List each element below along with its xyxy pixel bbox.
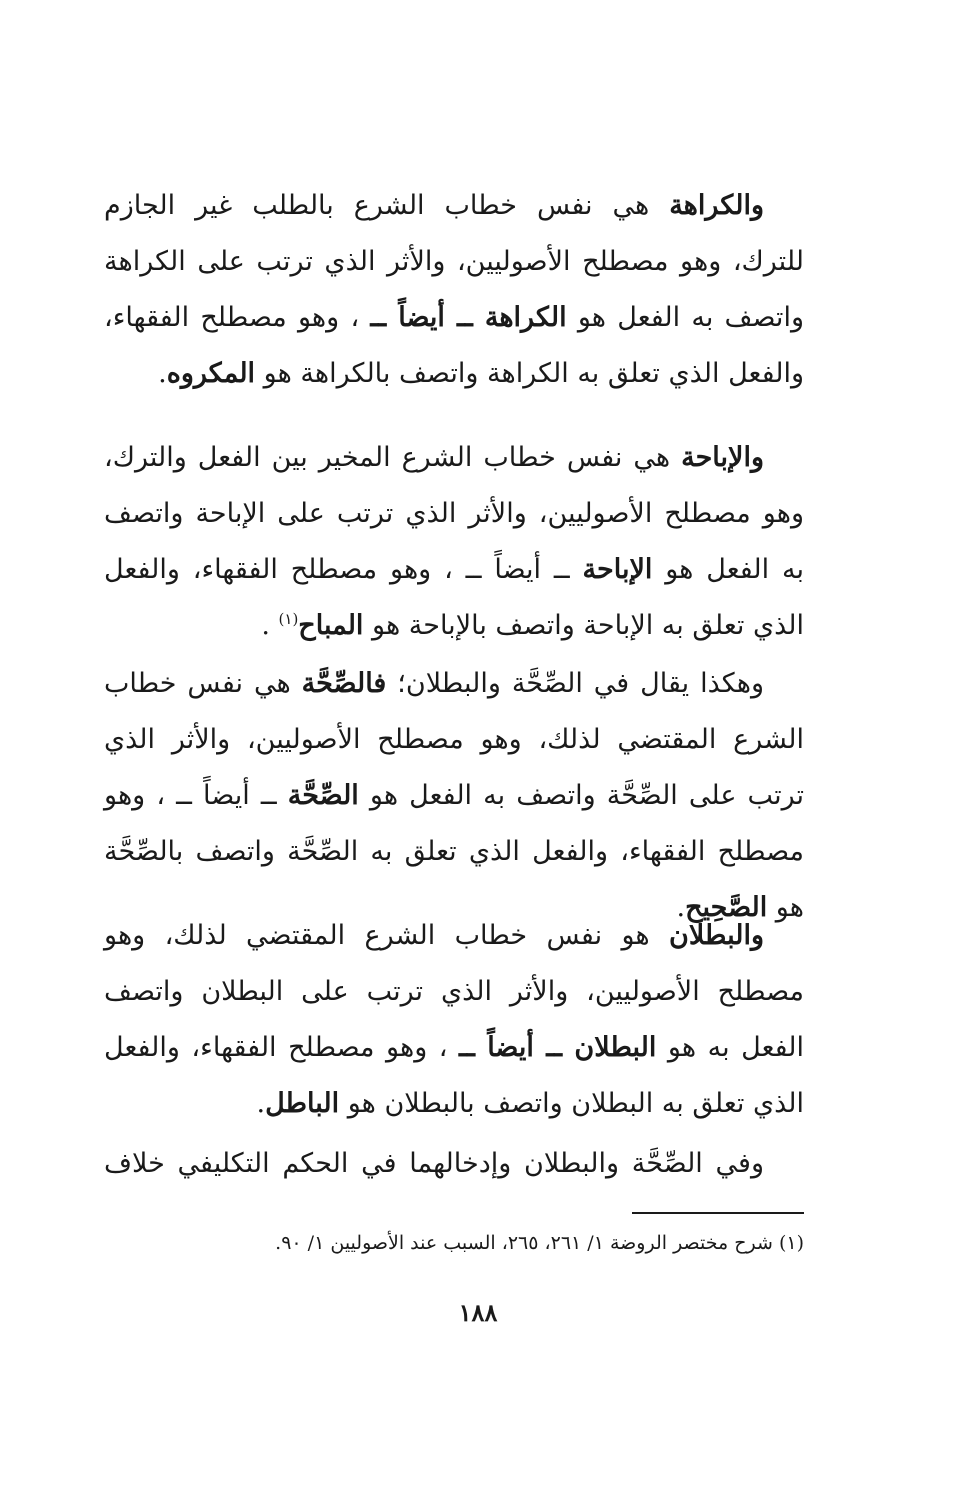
term-sahih: الصَّحِيح — [685, 892, 768, 923]
paragraph-butlan — [104, 908, 804, 1132]
term-batil: الباطل — [265, 1088, 340, 1119]
paragraph-karaha — [104, 178, 804, 402]
paragraph-text: ــ أيضاً ــ ، وهو مصطلح الفقهاء، والفعل الذي تعلق به الإباحة واتصف بالإباحة هو — [104, 554, 804, 641]
paragraph-text: . — [256, 1088, 266, 1119]
term-mubah: المباح — [298, 610, 364, 641]
paragraph-text: هو نفس خطاب الشرع المقتضي لذلك، وهو مصطلح الأصوليين، والأثر الذي ترتب على البطلان واتصف الفعل به هو — [104, 920, 804, 1063]
paragraph-text: . — [158, 358, 167, 389]
term-sihha: فالصِّحَّة — [301, 668, 387, 699]
paragraph-text: . — [676, 892, 686, 923]
footnote: (١) شرح مختصر الروضة ١/ ٢٦١، ٢٦٥، السبب عند الأصوليين ١/ ٩٠. — [275, 1232, 804, 1254]
paragraph-text: ــ أيضاً ــ ، وهو مصطلح الفقهاء، والفعل الذي تعلق به الصِّحَّة واتصف بالصِّحَّة هو — [104, 780, 804, 923]
paragraph-sihha — [104, 656, 804, 936]
page-number: ١٨٨ — [458, 1298, 498, 1327]
term-ibaha: والإباحة — [681, 442, 764, 473]
term-sihha-bold: الصِّحَّة — [287, 780, 359, 811]
paragraph-khilaf — [104, 1136, 804, 1192]
paragraph-text: وفي الصِّحَّة والبطلان وإدخالهما في الحكم التكليفي خلاف — [104, 1148, 764, 1179]
footnote-marker: (١) — [278, 610, 299, 628]
footnote-divider — [632, 1212, 804, 1214]
paragraph-text: وهكذا يقال في الصِّحَّة والبطلان؛ — [386, 668, 764, 699]
paragraph-text: . — [261, 610, 279, 641]
paragraph-text: هي نفس خطاب الشرع المقتضي لذلك، وهو مصطلح الأصوليين، والأثر الذي ترتب على الصِّحَّة واتصف به الفعل هو — [104, 668, 804, 811]
paragraph-text: ، وهو مصطلح الفقهاء، والفعل الذي تعلق به البطلان واتصف بالبطلان هو — [104, 1032, 804, 1119]
term-ibaha-bold: الإباحة — [582, 554, 653, 585]
term-butlan-bold: البطلان ــ أيضاً ــ — [459, 1032, 657, 1063]
term-karaha: والكراهة — [669, 190, 764, 221]
paragraph-text: هي نفس خطاب الشرع بالطلب غير الجازم للترك، وهو مصطلح الأصوليين، والأثر الذي ترتب على الكراهة واتصف به الفعل هو — [104, 190, 804, 333]
paragraph-ibaha — [104, 430, 804, 654]
paragraph-text: ، وهو مصطلح الفقهاء، والفعل الذي تعلق به الكراهة واتصف بالكراهة هو — [104, 302, 804, 389]
term-makruh: المكروه — [166, 358, 256, 389]
term-butlan: والبطلان — [668, 920, 764, 951]
term-karaha-bold: الكراهة ــ أيضاً ــ — [370, 302, 567, 333]
paragraph-text: هي نفس خطاب الشرع المخير بين الفعل والترك، وهو مصطلح الأصوليين، والأثر الذي ترتب على الإباحة واتصف به الفعل هو — [104, 442, 804, 585]
